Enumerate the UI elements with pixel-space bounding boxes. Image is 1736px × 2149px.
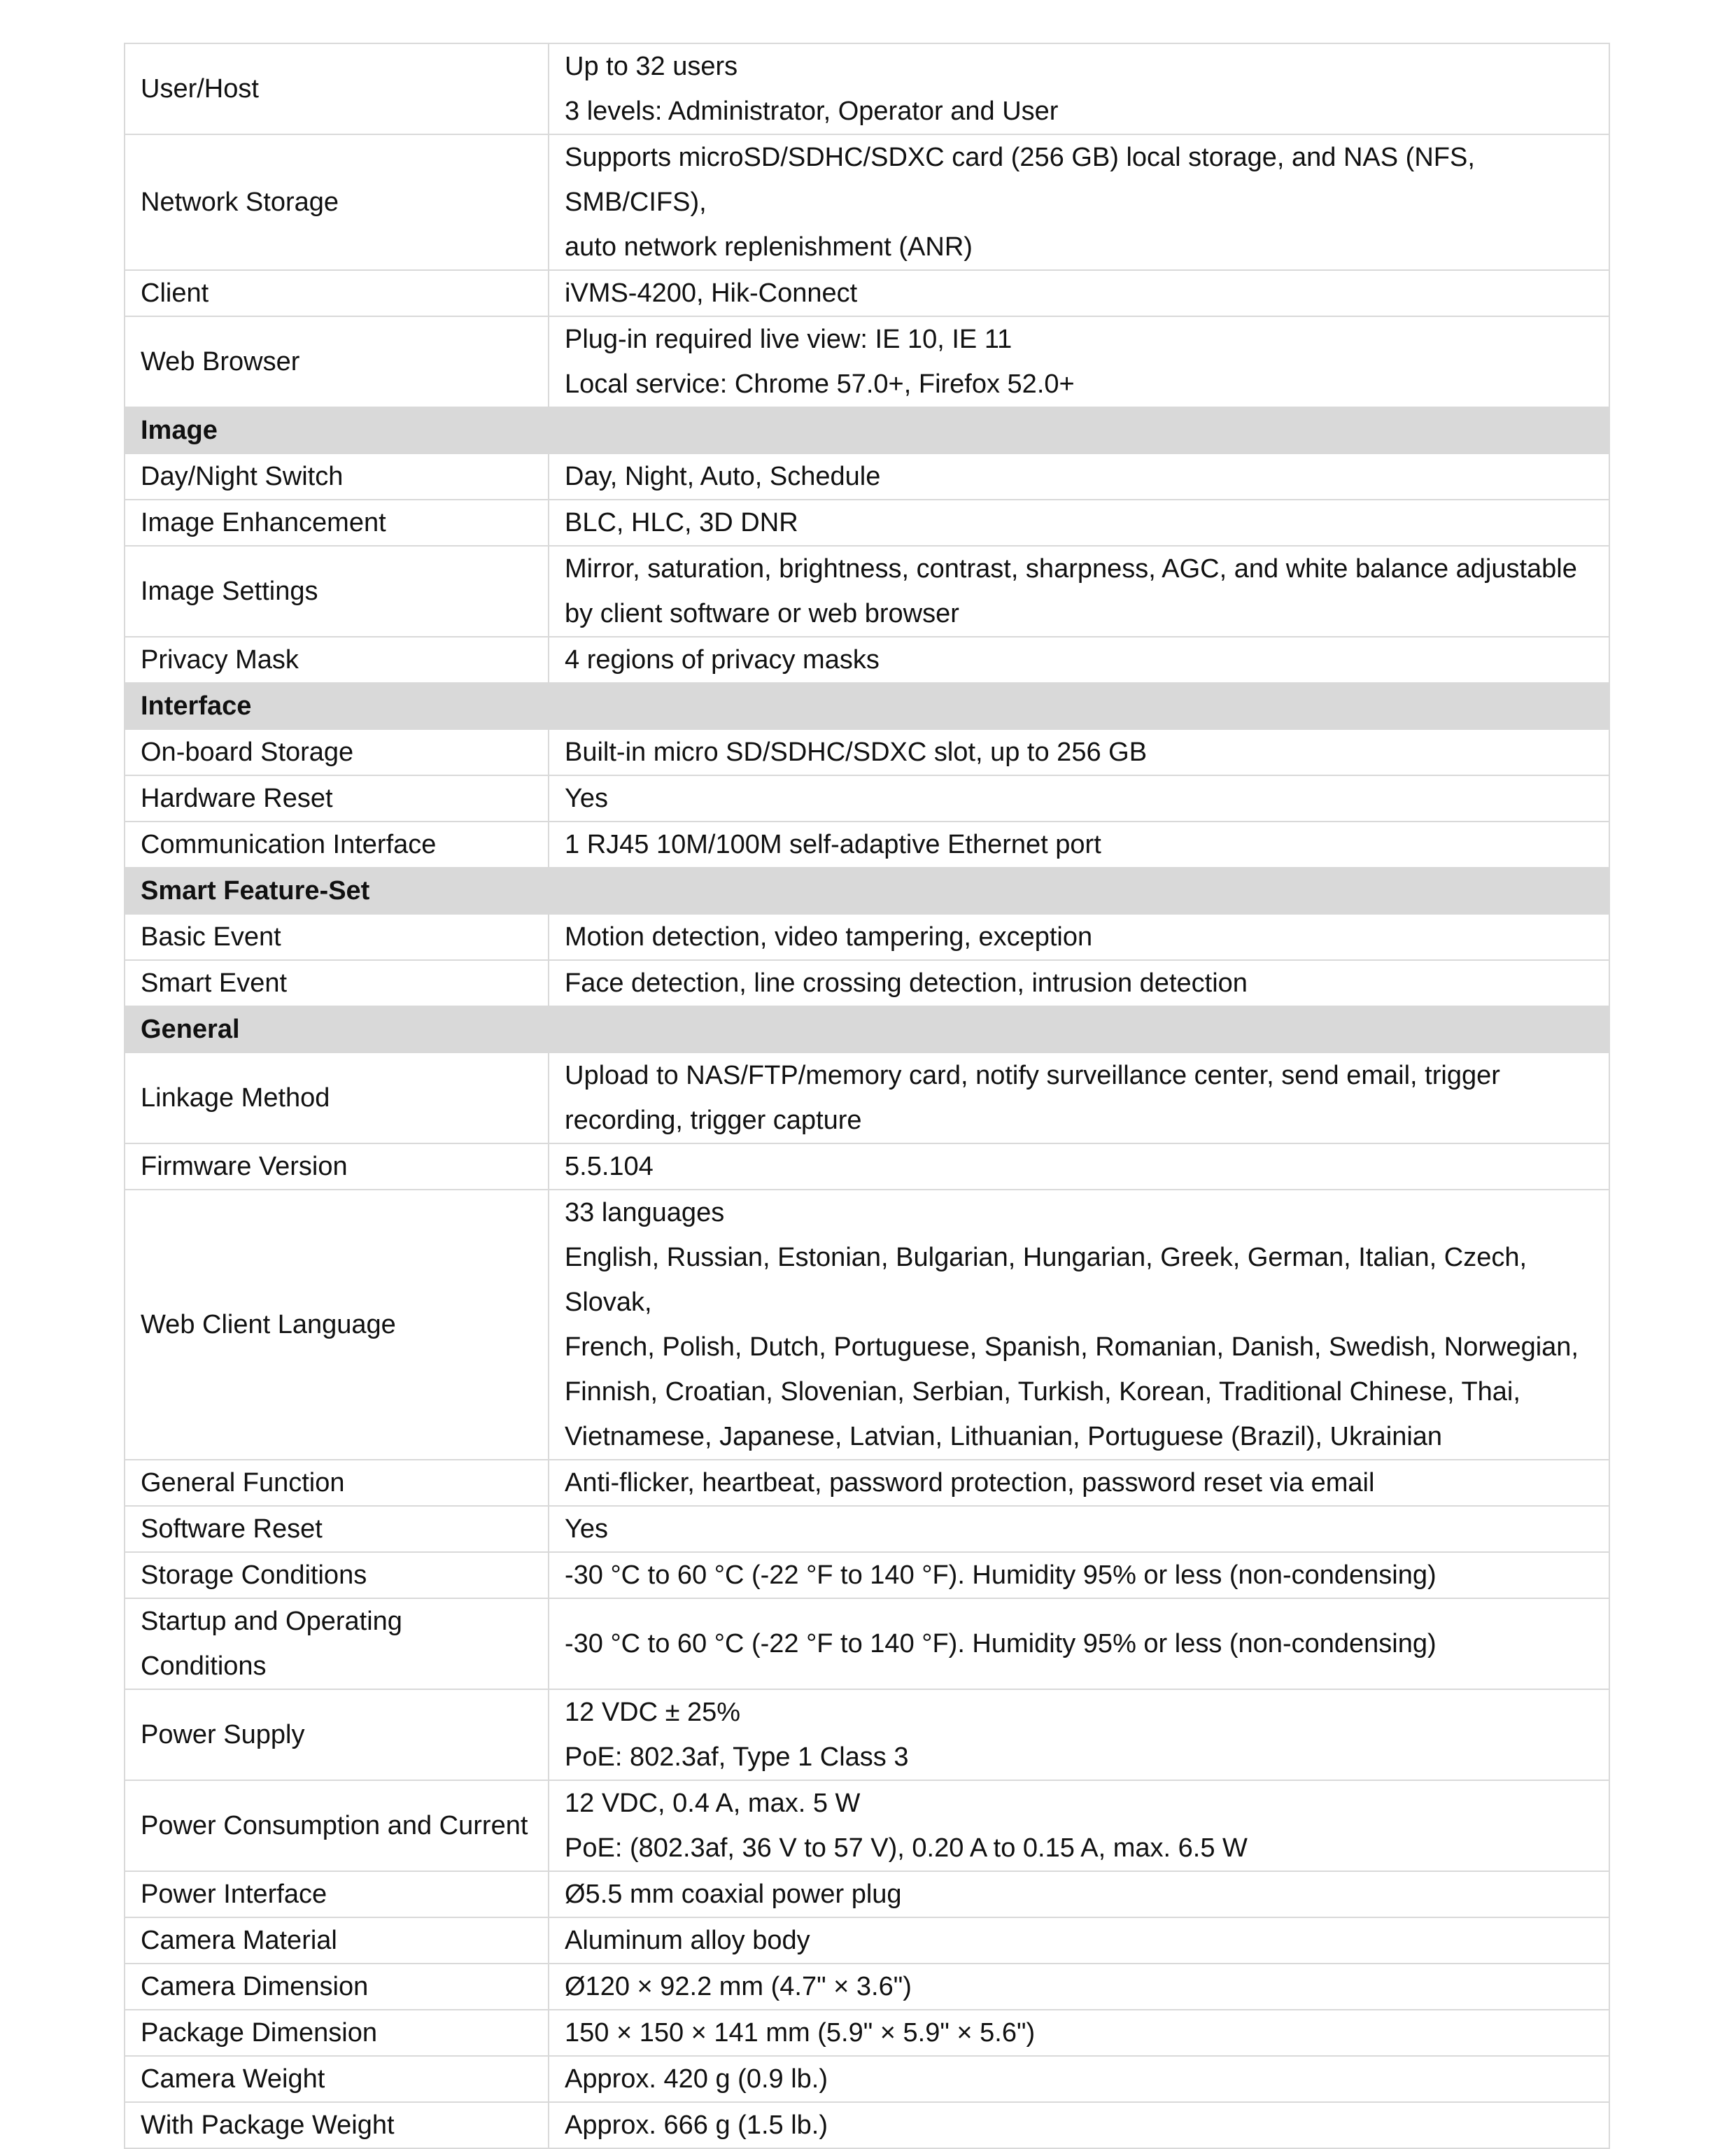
spec-value-line: Built-in micro SD/SDHC/SDXC slot, up to 256 GB: [565, 738, 1148, 767]
spec-value: [549, 1143, 1609, 1190]
table-row: [125, 1780, 1609, 1871]
spec-value-line: iVMS-4200, Hik-Connect: [565, 279, 858, 308]
spec-value: [549, 1190, 1609, 1460]
spec-label: On-board Storage: [125, 729, 549, 775]
spec-value: [549, 500, 1609, 546]
spec-value-line: Upload to NAS/FTP/memory card, notify surveillance center, send email, trigger: [565, 1061, 1500, 1090]
spec-value: [549, 1780, 1609, 1871]
spec-label: Image Enhancement: [125, 500, 549, 546]
section-title: Smart Feature-Set: [125, 868, 1609, 914]
spec-table: [124, 43, 1610, 2149]
spec-label: Power Supply: [125, 1689, 549, 1780]
spec-value: [549, 2010, 1609, 2056]
spec-label: Camera Weight: [125, 2056, 549, 2102]
spec-value-line: Up to 32 users: [565, 52, 738, 81]
spec-label: Client: [125, 270, 549, 316]
spec-value-line: Day, Night, Auto, Schedule: [565, 462, 881, 491]
spec-label: Camera Material: [125, 1917, 549, 1964]
table-row: [125, 1190, 1609, 1460]
spec-value: [549, 1052, 1609, 1143]
spec-value: [549, 1460, 1609, 1506]
spec-value-line: Anti-flicker, heartbeat, password protection, password reset via email: [565, 1468, 1375, 1498]
table-row: [125, 1689, 1609, 1780]
spec-table-body: [125, 43, 1609, 2148]
spec-value-line: Yes: [565, 1514, 608, 1544]
spec-label: Package Dimension: [125, 2010, 549, 2056]
spec-value: [549, 316, 1609, 407]
spec-value-line: Face detection, line crossing detection, intrusion detection: [565, 968, 1248, 998]
table-row: [125, 1552, 1609, 1598]
spec-value-line: 4 regions of privacy masks: [565, 645, 880, 675]
spec-label: General Function: [125, 1460, 549, 1506]
spec-value-line: Ø120 × 92.2 mm (4.7" × 3.6"): [565, 1972, 912, 2001]
table-row: [125, 1506, 1609, 1552]
spec-value: [549, 637, 1609, 683]
spec-value: [549, 134, 1609, 270]
spec-value-line: Vietnamese, Japanese, Latvian, Lithuanian, Portuguese (Brazil), Ukrainian: [565, 1422, 1443, 1451]
spec-value: [549, 2102, 1609, 2148]
spec-value-line: Ø5.5 mm coaxial power plug: [565, 1880, 902, 1909]
spec-value-line: Aluminum alloy body: [565, 1926, 810, 1955]
spec-value: [549, 1598, 1609, 1689]
spec-value-line: 5.5.104: [565, 1152, 654, 1181]
table-row: [125, 316, 1609, 407]
spec-value-line: 3 levels: Administrator, Operator and User: [565, 97, 1059, 126]
spec-value-line: -30 °C to 60 °C (-22 °F to 140 °F). Humidity 95% or less (non-condensing): [565, 1560, 1437, 1590]
spec-value: [549, 822, 1609, 868]
spec-value-line: Approx. 420 g (0.9 lb.): [565, 2064, 828, 2094]
table-row: [125, 1460, 1609, 1506]
table-row: [125, 729, 1609, 775]
table-row: [125, 2056, 1609, 2102]
table-row: [125, 2010, 1609, 2056]
spec-value-line: 1 RJ45 10M/100M self-adaptive Ethernet port: [565, 830, 1101, 859]
spec-value-line: 150 × 150 × 141 mm (5.9" × 5.9" × 5.6"): [565, 2018, 1036, 2048]
table-row: [125, 637, 1609, 683]
table-row: [125, 914, 1609, 960]
section-header-row: [125, 1006, 1609, 1052]
section-header-row: [125, 868, 1609, 914]
spec-value: [549, 1917, 1609, 1964]
spec-label: Power Interface: [125, 1871, 549, 1917]
table-row: [125, 1052, 1609, 1143]
spec-value: [549, 2056, 1609, 2102]
spec-value-line: 12 VDC, 0.4 A, max. 5 W: [565, 1789, 861, 1818]
table-row: [125, 453, 1609, 500]
spec-label: Smart Event: [125, 960, 549, 1006]
spec-value: [549, 1506, 1609, 1552]
spec-value: [549, 453, 1609, 500]
spec-label: With Package Weight: [125, 2102, 549, 2148]
table-row: [125, 1917, 1609, 1964]
spec-value: [549, 1871, 1609, 1917]
table-row: [125, 500, 1609, 546]
spec-label: Hardware Reset: [125, 775, 549, 822]
spec-value: [549, 270, 1609, 316]
spec-label: Network Storage: [125, 134, 549, 270]
spec-value-line: PoE: 802.3af, Type 1 Class 3: [565, 1742, 909, 1772]
table-row: [125, 1871, 1609, 1917]
spec-value-line: Yes: [565, 784, 608, 813]
spec-value-line: recording, trigger capture: [565, 1106, 862, 1135]
table-row: [125, 546, 1609, 637]
spec-value-line: Supports microSD/SDHC/SDXC card (256 GB) local storage, and NAS (NFS, SMB/CIFS),: [565, 143, 1475, 217]
spec-value: [549, 775, 1609, 822]
spec-label: Power Consumption and Current: [125, 1780, 549, 1871]
spec-value-line: auto network replenishment (ANR): [565, 232, 973, 262]
table-row: [125, 1598, 1609, 1689]
spec-value: [549, 729, 1609, 775]
table-row: [125, 822, 1609, 868]
table-row: [125, 43, 1609, 134]
spec-value-line: BLC, HLC, 3D DNR: [565, 508, 798, 537]
spec-value: [549, 43, 1609, 134]
spec-value-line: Plug-in required live view: IE 10, IE 11: [565, 325, 1012, 354]
spec-value-line: 12 VDC ± 25%: [565, 1698, 741, 1727]
spec-value-line: Local service: Chrome 57.0+, Firefox 52.0+: [565, 369, 1075, 399]
section-title: Interface: [125, 683, 1609, 729]
spec-label: User/Host: [125, 43, 549, 134]
spec-value-line: PoE: (802.3af, 36 V to 57 V), 0.20 A to 0.15 A, max. 6.5 W: [565, 1833, 1248, 1863]
spec-value: [549, 914, 1609, 960]
spec-value-line: English, Russian, Estonian, Bulgarian, Hungarian, Greek, German, Italian, Czech, Slovak,: [565, 1243, 1527, 1317]
spec-value-line: -30 °C to 60 °C (-22 °F to 140 °F). Humidity 95% or less (non-condensing): [565, 1629, 1437, 1658]
spec-value-line: Motion detection, video tampering, exception: [565, 922, 1093, 952]
spec-value-line: French, Polish, Dutch, Portuguese, Spanish, Romanian, Danish, Swedish, Norwegian,: [565, 1332, 1579, 1362]
spec-label: Storage Conditions: [125, 1552, 549, 1598]
spec-label: Web Client Language: [125, 1190, 549, 1460]
spec-value-line: Finnish, Croatian, Slovenian, Serbian, Turkish, Korean, Traditional Chinese, Thai,: [565, 1377, 1520, 1407]
spec-value-line: Approx. 666 g (1.5 lb.): [565, 2111, 828, 2140]
spec-label: Camera Dimension: [125, 1964, 549, 2010]
spec-value-line: 33 languages: [565, 1198, 725, 1227]
spec-label: Firmware Version: [125, 1143, 549, 1190]
spec-value: [549, 1689, 1609, 1780]
table-row: [125, 1964, 1609, 2010]
spec-label: Basic Event: [125, 914, 549, 960]
table-row: [125, 134, 1609, 270]
spec-label: Privacy Mask: [125, 637, 549, 683]
table-row: [125, 1143, 1609, 1190]
spec-label: Web Browser: [125, 316, 549, 407]
spec-label: Software Reset: [125, 1506, 549, 1552]
spec-label: Image Settings: [125, 546, 549, 637]
table-row: [125, 2102, 1609, 2148]
spec-label: Communication Interface: [125, 822, 549, 868]
section-header-row: [125, 683, 1609, 729]
spec-value: [549, 1964, 1609, 2010]
spec-label: Startup and Operating Conditions: [125, 1598, 549, 1689]
table-row: [125, 960, 1609, 1006]
spec-value: [549, 1552, 1609, 1598]
spec-label: Linkage Method: [125, 1052, 549, 1143]
spec-value: [549, 960, 1609, 1006]
spec-label: Day/Night Switch: [125, 453, 549, 500]
section-title: Image: [125, 407, 1609, 453]
spec-value-line: by client software or web browser: [565, 599, 959, 628]
spec-value-line: Mirror, saturation, brightness, contrast, sharpness, AGC, and white balance adjustable: [565, 554, 1577, 584]
table-row: [125, 775, 1609, 822]
table-row: [125, 270, 1609, 316]
section-title: General: [125, 1006, 1609, 1052]
section-header-row: [125, 407, 1609, 453]
spec-value: [549, 546, 1609, 637]
